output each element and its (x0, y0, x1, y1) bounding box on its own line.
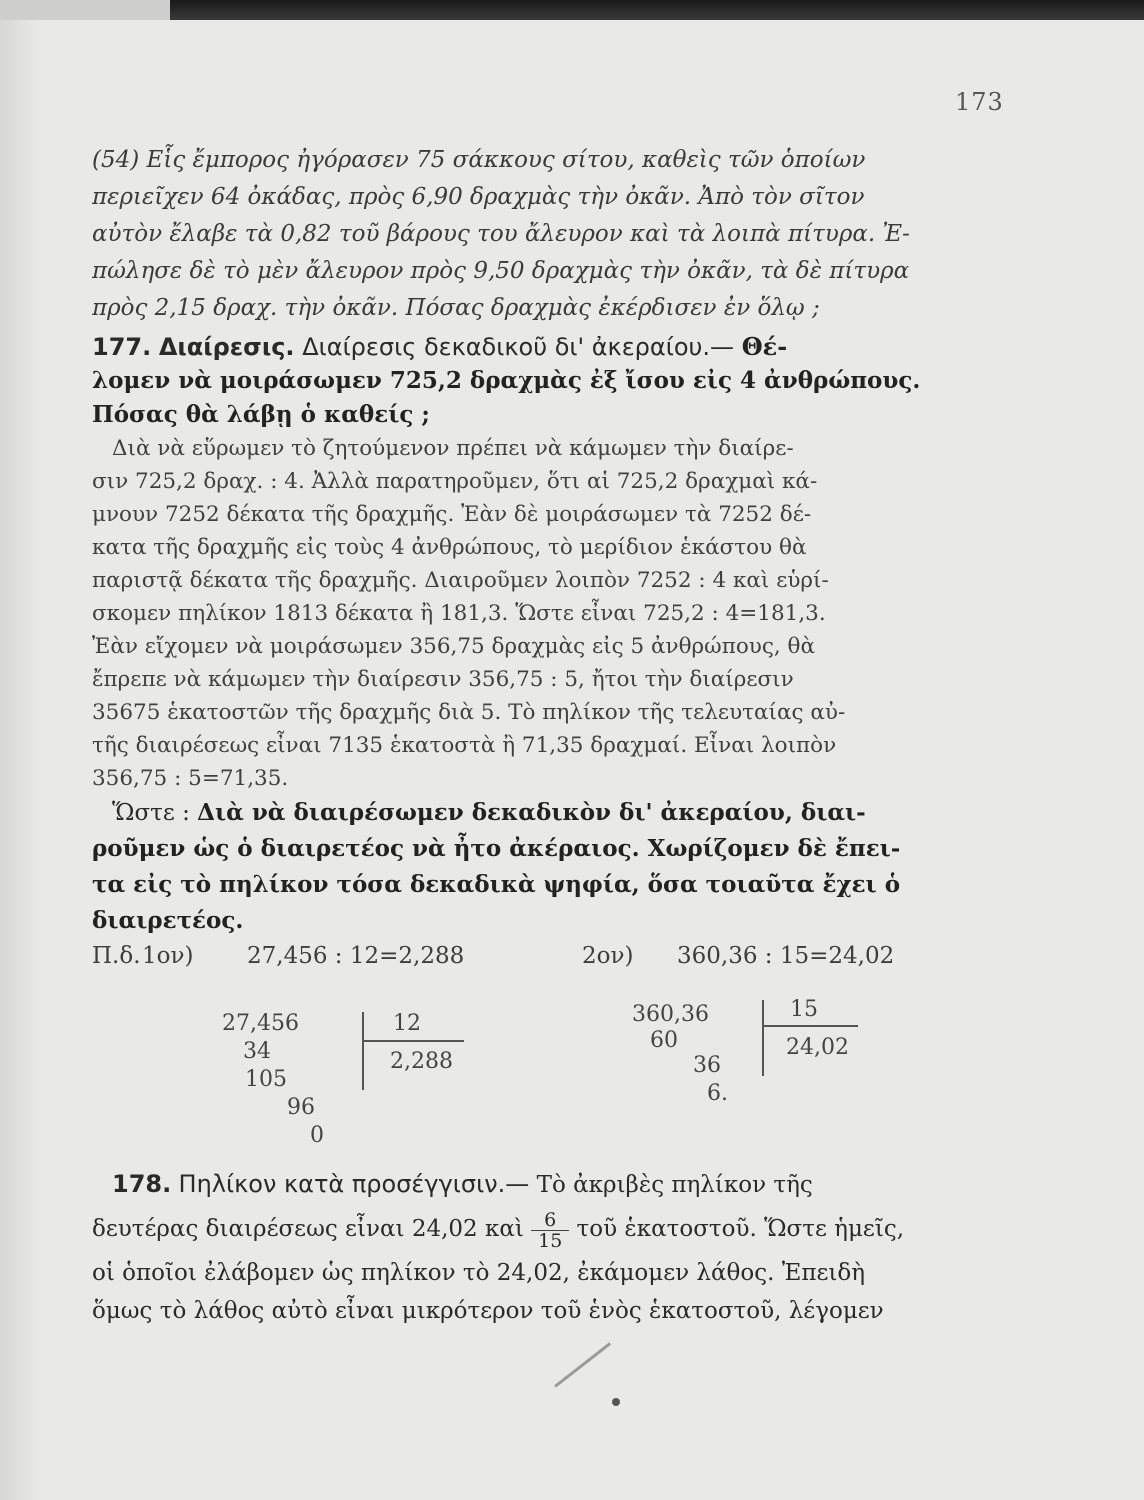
exercise-line: πρὸς 2,15 δραχ. τὴν ὀκᾶν. Πόσας δραχμὰς ἐκέρδισεν ἐν ὅλῳ ; (92, 295, 820, 321)
rule-line: τα εἰς τὸ πηλίκον τόσα δεκαδικὰ ψηφία, ὅσα τοιαῦτα ἔχει ὁ (92, 871, 901, 898)
body-line: τῆς διαιρέσεως εἶναι 7135 ἑκατοστὰ ἢ 71,35 δραχμαί. Εἶναι λοιπὸν (92, 733, 837, 758)
fraction (531, 1210, 569, 1251)
division-step: 105 (245, 1067, 287, 1092)
body-line: ἔπρεπε νὰ κάμωμεν τὴν διαίρεσιν 356,75 : 5, ἤτοι τὴν διαίρεσιν (92, 667, 794, 692)
body-line: σιν 725,2 δραχ. : 4. Ἀλλὰ παρατηροῦμεν, ὅτι αἱ 725,2 δραχμαὶ κά- (92, 469, 818, 494)
body-line: Ἐὰν εἴχομεν νὰ μοιράσωμεν 356,75 δραχμὰς εἰς 5 ἀνθρώπους, θὰ (92, 634, 816, 659)
body-line: μνουν 7252 δέκατα τῆς δραχμῆς. Ἐὰν δὲ μοιράσωμεν τὰ 7252 δέ- (92, 502, 812, 527)
division-step: 6. (707, 1081, 728, 1106)
example-1-expression: 27,456 : 12=2,288 (247, 943, 465, 969)
body-text: τοῦ ἑκατοστοῦ. Ὥστε ἡμεῖς, (576, 1216, 905, 1242)
division-step: 96 (287, 1095, 315, 1120)
pen-mark (554, 1342, 611, 1387)
dividend: 360,36 (632, 1002, 709, 1027)
rule-prefix: Ὥστε : (112, 800, 190, 826)
body-line: 35675 ἑκατοστῶν τῆς δραχμῆς διὰ 5. Τὸ πηλίκον τῆς τελευταίας αὐ- (92, 700, 846, 725)
body-line: 356,75 : 5=71,35. (92, 766, 289, 791)
problem-text: Θέ- (741, 332, 788, 361)
fraction-numerator: 6 (531, 1210, 569, 1231)
exercise-line: (54) Εἷς ἔμπορος ἠγόρασεν 75 σάκκους σίτου, καθεὶς τῶν ὁποίων (92, 147, 866, 173)
rule-paragraph (92, 795, 1004, 939)
division-step: 0 (310, 1123, 324, 1148)
division-bar (762, 1000, 764, 1076)
division-bar (762, 1025, 858, 1027)
exercise-line: αὐτὸν ἔλαβε τὰ 0,82 τοῦ βάρους του ἄλευρον καὶ τὰ λοιπὰ πίτυρα. Ἐ- (92, 221, 910, 247)
example-1-label: 1ον) (142, 943, 194, 969)
section-178 (92, 1165, 1004, 1330)
scan-shadow (0, 20, 40, 1500)
divisor: 12 (393, 1011, 421, 1036)
body-line: σκομεν πηλίκον 1813 δέκατα ἢ 181,3. Ὥστε εἶναι 725,2 : 4=181,3. (92, 601, 826, 626)
rule-line: διαιρετέος. (92, 907, 244, 934)
body-line: παριστᾷ δέκατα τῆς δραχμῆς. Διαιροῦμεν λοιπὸν 7252 : 4 καὶ εὑρί- (92, 568, 829, 593)
pen-mark (612, 1398, 620, 1406)
problem-text: λομεν νὰ μοιράσωμεν 725,2 δραχμὰς ἐξ ἴσου εἰς 4 ἀνθρώπους. (92, 367, 921, 394)
rule-line: Διὰ νὰ διαιρέσωμεν δεκαδικὸν δι' ἀκεραίου, διαι- (197, 799, 866, 826)
problem-text: Πόσας θὰ λάβῃ ὁ καθείς ; (92, 401, 430, 428)
divisor: 15 (790, 997, 818, 1022)
dividend: 27,456 (222, 1011, 299, 1036)
fraction-denominator: 15 (538, 1229, 563, 1252)
section-177-body (92, 432, 1004, 795)
rule-line: ροῦμεν ὡς ὁ διαιρετέος νὰ ἦτο ἀκέραιος. Χωρίζομεν δὲ ἔπει- (92, 835, 901, 862)
section-177 (92, 330, 1004, 432)
division-bar (362, 1012, 364, 1090)
page-number: 173 (955, 88, 1004, 116)
body-line: κατα τῆς δραχμῆς εἰς τοὺς 4 ἀνθρώπους, τὸ μερίδιον ἑκάστου θὰ (92, 535, 807, 560)
division-step: 34 (243, 1039, 271, 1064)
examples-label: Π.δ. (92, 943, 141, 969)
exercise-54 (92, 142, 1004, 327)
section-title: Διαίρεσις. (158, 333, 295, 361)
example-2-expression: 360,36 : 15=24,02 (677, 943, 895, 969)
body-line: ὅμως τὸ λάθος αὐτὸ εἶναι μικρότερον τοῦ ἑνὸς ἑκατοστοῦ, λέγομεν (92, 1298, 884, 1324)
body-text: Τὸ ἀκριβὲς πηλίκον τῆς (536, 1172, 813, 1198)
quotient: 2,288 (390, 1049, 453, 1074)
division-step: 60 (650, 1028, 678, 1053)
quotient: 24,02 (786, 1035, 849, 1060)
example-2-label: 2ον) (582, 943, 634, 969)
section-number: 177. (92, 333, 152, 361)
body-line: οἱ ὁποῖοι ἐλάβομεν ὡς πηλίκον τὸ 24,02, ἐκάμομεν λάθος. Ἐπειδὴ (92, 1260, 866, 1286)
body-line: Διὰ νὰ εὕρωμεν τὸ ζητούμενον πρέπει νὰ κάμωμεν τὴν διαίρε- (112, 436, 794, 461)
division-step: 36 (693, 1053, 721, 1078)
exercise-line: πώλησε δὲ τὸ μὲν ἄλευρον πρὸς 9,50 δραχμὰς τὴν ὀκᾶν, τὰ δὲ πίτυρα (92, 258, 910, 284)
section-number: 178. (112, 1170, 172, 1198)
division-bar (362, 1040, 464, 1042)
scan-top-band (0, 0, 1144, 20)
section-subheading: Διαίρεσις δεκαδικοῦ δι' ἀκεραίου.— (302, 333, 735, 361)
exercise-line: περιεῖχεν 64 ὀκάδας, πρὸς 6,90 δραχμὰς τὴν ὀκᾶν. Ἀπὸ τὸν σῖτον (92, 184, 865, 210)
section-title: Πηλίκον κατὰ προσέγγισιν.— (178, 1170, 530, 1198)
body-text: δευτέρας διαιρέσεως εἶναι 24,02 καὶ (92, 1216, 524, 1242)
